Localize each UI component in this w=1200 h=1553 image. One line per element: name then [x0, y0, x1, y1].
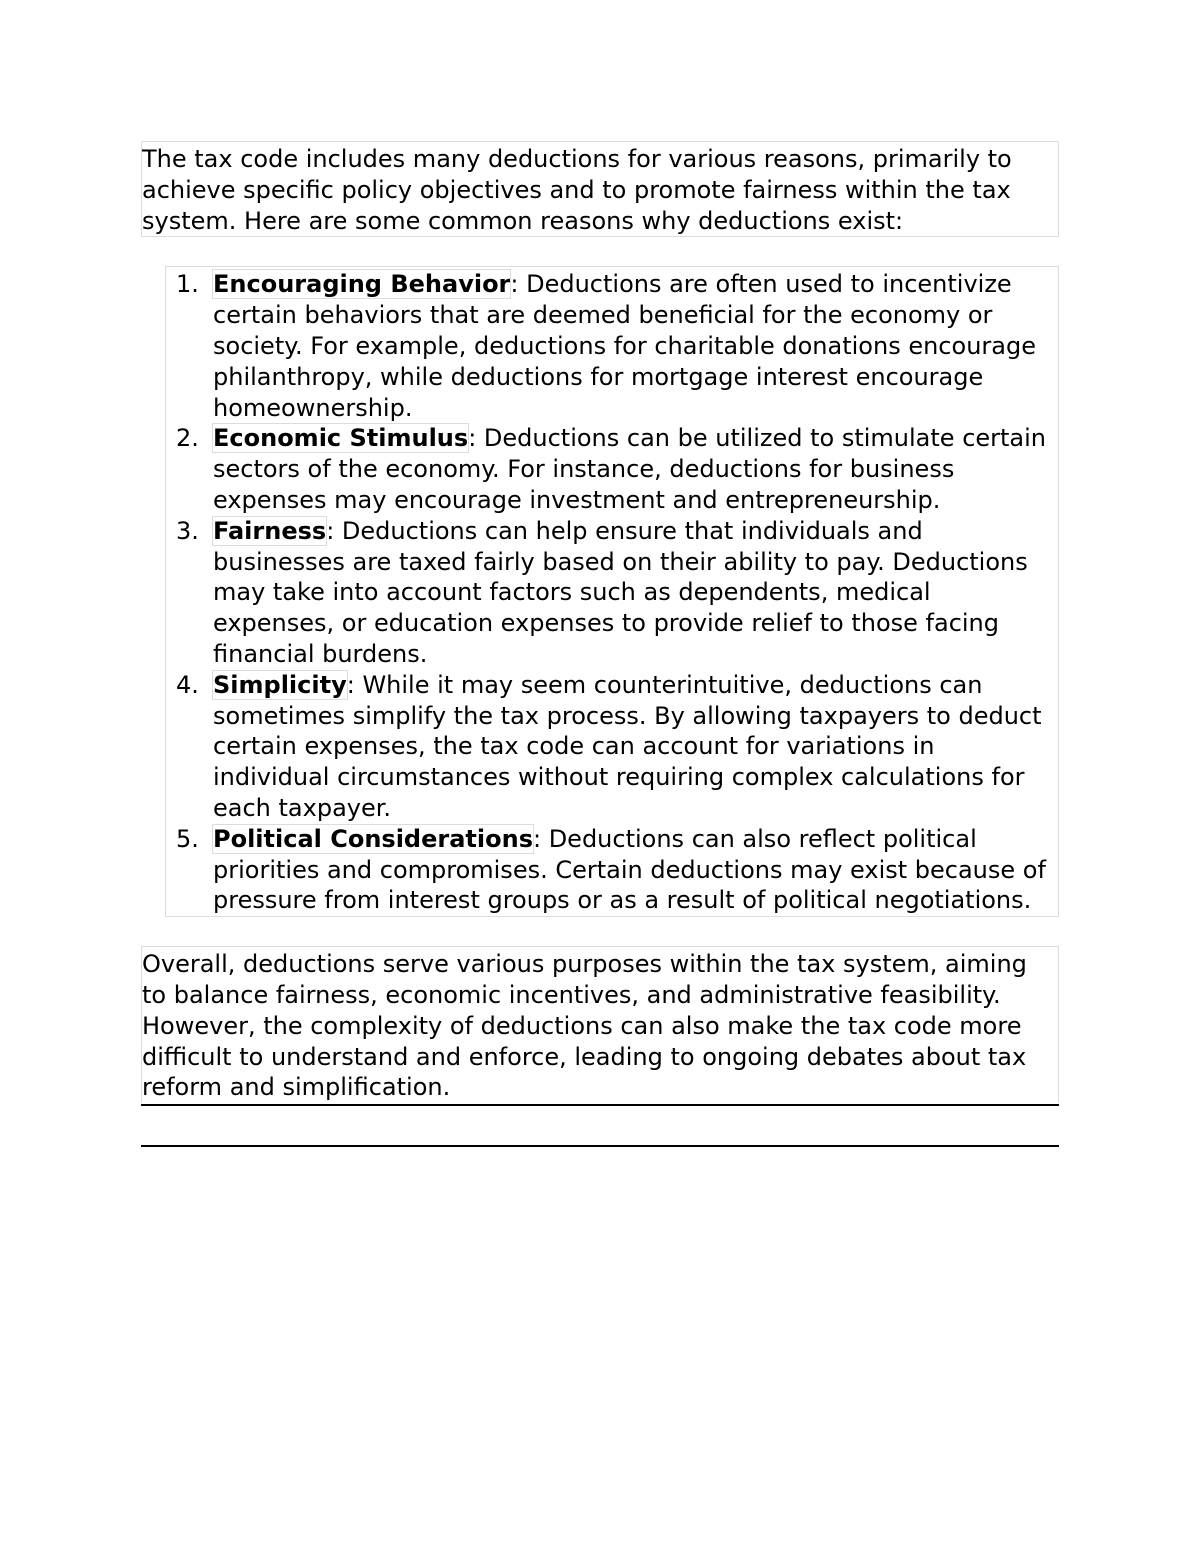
list-item-term: Economic Stimulus — [213, 424, 469, 453]
horizontal-rule — [141, 1104, 1059, 1106]
list-item — [166, 670, 1058, 824]
conclusion-paragraph: Overall, deductions serve various purposes within the tax system, aiming to balance fairness, economic incentives, and administrative feasibility. However, the complexity of deductions can also make the tax code more difficult to understand and enforce, leading to ongoing debates about tax reform and simplification. — [141, 946, 1059, 1103]
list-item-text: : While it may seem counterintuitive, deductions can sometimes simplify the tax process. By allowing taxpayers to deduct certain expenses, the tax code can account for variations in individual circumstances without requiring complex calculations for each taxpayer. — [213, 670, 1042, 822]
list-item-text: : Deductions are often used to incentivize certain behaviors that are deemed beneficial for the economy or society. For example, deductions for charitable donations encourage philanthropy, while deductions for mortgage interest encourage homeownership. — [213, 270, 1036, 422]
list-item-term: Fairness — [213, 516, 327, 545]
list-item-number: 1. — [176, 270, 199, 299]
horizontal-rule — [141, 1145, 1059, 1147]
list-item — [166, 824, 1058, 916]
list-item — [166, 516, 1058, 670]
list-item-text: : Deductions can help ensure that individuals and businesses are taxed fairly based on their ability to pay. Deductions may take into account factors such as dependents, medical expenses, or education expenses to provide relief to those facing financial burdens. — [213, 516, 1028, 668]
list-item-number: 5. — [176, 824, 199, 853]
list-item-term: Encouraging Behavior — [213, 270, 511, 299]
reasons-list-container — [165, 266, 1059, 917]
list-item-number: 3. — [176, 516, 199, 545]
document-page — [141, 141, 1059, 1147]
list-item-term: Political Considerations — [213, 824, 533, 853]
list-item-term: Simplicity — [213, 670, 347, 699]
list-item — [166, 423, 1058, 515]
reasons-list — [166, 269, 1058, 916]
list-item-number: 4. — [176, 670, 199, 699]
list-item — [166, 269, 1058, 423]
intro-paragraph: The tax code includes many deductions for various reasons, primarily to achieve specific policy objectives and to promote fairness within the tax system. Here are some common reasons why deductions exist: — [141, 141, 1059, 237]
list-item-number: 2. — [176, 424, 199, 453]
list-item-text: : Deductions can also reflect political priorities and compromises. Certain deductions may exist because of pressure from interest groups or as a result of political negotiations. — [213, 824, 1046, 915]
list-item-text: : Deductions can be utilized to stimulate certain sectors of the economy. For instance, deductions for business expenses may encourage investment and entrepreneurship. — [213, 424, 1047, 514]
